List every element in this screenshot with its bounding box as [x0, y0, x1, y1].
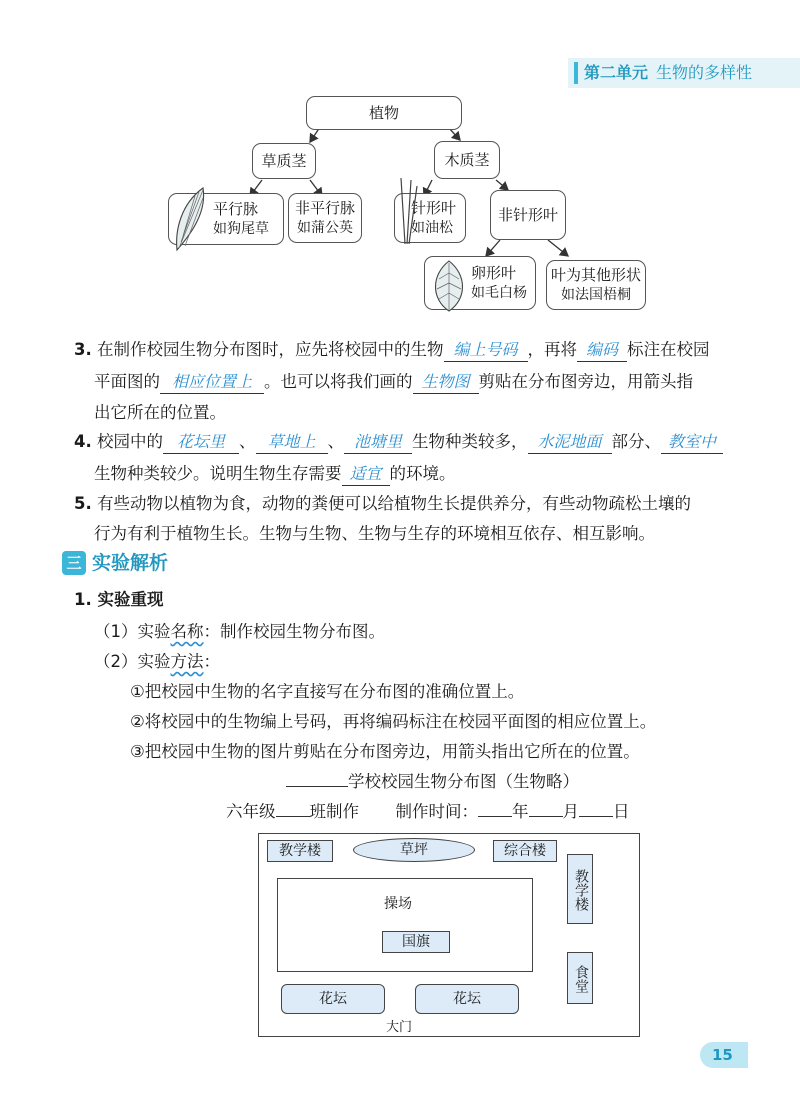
experiment-method-prefix: （2）实验 [94, 652, 171, 671]
node-needle-leaf [394, 193, 466, 243]
map-canteen: 食堂 [567, 952, 593, 1004]
item3-answer-4: 生物图 [413, 371, 479, 394]
class-blank [276, 816, 310, 817]
experiment-name-prefix: （1）实验 [94, 622, 171, 641]
item5-line2: 行为有利于植物生长。生物与生物、生物与生存的环境相互依存、相互影响。 [94, 524, 655, 543]
experiment-method [94, 650, 220, 674]
arrow-nonneedle-other [548, 240, 568, 256]
item4-sep-1: 、 [239, 432, 256, 451]
node-nonparallel-vein [288, 193, 362, 243]
day-label: 日 [613, 802, 630, 821]
other-leaf-name: 叶为其他形状 [550, 266, 641, 284]
class-made-label: 班制作 [309, 802, 359, 821]
experiment-name [94, 620, 385, 644]
ovate-leaf-example: 如毛白杨 [471, 285, 527, 301]
arrow-nonneedle-ovate [486, 240, 500, 256]
school-name-blank [286, 786, 348, 787]
node-other-leaf [546, 260, 646, 310]
item3-text-a: 在制作校园生物分布图时，应先将校园中的生物 [97, 340, 444, 359]
experiment-method-colon: ： [203, 652, 220, 671]
node-plant: 植物 [306, 96, 462, 130]
item4-answer-1: 花坛里 [163, 431, 239, 454]
nonparallel-vein-name: 非平行脉 [294, 199, 355, 217]
item3-text-b: ，再将 [527, 340, 577, 359]
item4-line1 [74, 430, 723, 454]
month-label: 月 [562, 802, 579, 821]
needle-leaf-example: 如油松 [411, 220, 453, 236]
item5-text-a: 有些动物以植物为食，动物的粪便可以给植物生长提供养分，有些动物疏松土壤的 [97, 494, 691, 513]
day-blank [579, 816, 613, 817]
map-teaching-building: 教学楼 [267, 840, 333, 862]
year-blank [478, 816, 512, 817]
needle-leaf-icon [397, 176, 421, 246]
map-playground-label: 操场 [384, 896, 412, 912]
method-step-3: ③把校园中生物的图片剪贴在分布图旁边，用箭头指出它所在的位置。 [130, 742, 640, 761]
item3-line2 [94, 370, 693, 394]
item4-text-d: 生物种类较少。说明生物生存需要 [94, 464, 342, 483]
unit-label: 第二单元 [584, 63, 649, 82]
map-title-text: 学校校园生物分布图（生物略） [348, 772, 579, 791]
item4-answer-3: 池塘里 [344, 431, 412, 454]
map-playground [277, 878, 533, 972]
needle-leaf-name: 针形叶 [411, 199, 457, 217]
item3-answer-3: 相应位置上 [160, 371, 264, 394]
item4-answer-2: 草地上 [256, 431, 328, 454]
diagram-arrows [0, 0, 800, 320]
item4-line2 [94, 462, 456, 486]
campus-map [258, 833, 640, 1037]
item3-number: 3. [74, 340, 92, 359]
item3-text-d: 平面图的 [94, 372, 160, 391]
map-complex-building: 综合楼 [493, 840, 557, 862]
nonparallel-vein-example: 如蒲公英 [297, 220, 353, 236]
item4-text-c: 部分、 [611, 432, 661, 451]
method-step-1: ①把校园中生物的名字直接写在分布图的准确位置上。 [130, 682, 525, 701]
method-step-2: ②将校园中的生物编上号码，再将编码标注在校园平面图的相应位置上。 [130, 712, 657, 731]
map-flowerbed-2: 花坛 [415, 984, 519, 1014]
item3-line3: 出它所在的位置。 [94, 403, 226, 422]
node-nonneedle-leaf: 非针形叶 [490, 190, 566, 240]
item4-answer-5: 教室中 [661, 431, 723, 454]
parallel-vein-example: 如狗尾草 [213, 221, 269, 237]
node-ovate-leaf [424, 256, 536, 310]
item3-text-c: 标注在校园 [627, 340, 710, 359]
node-woody-stem: 木质茎 [434, 141, 500, 179]
map-lawn: 草坪 [353, 838, 475, 862]
item4-sep-2: 、 [327, 432, 344, 451]
experiment-name-text: ：制作校园生物分布图。 [203, 622, 385, 641]
grass-leaf-icon [173, 186, 213, 254]
grade-label: 六年级 [226, 802, 276, 821]
item4-text-b: 生物种类较多， [412, 432, 528, 451]
item4-number: 4. [74, 432, 92, 451]
item4-text-a: 校园中的 [97, 432, 163, 451]
map-teaching-building-2: 教学楼 [567, 854, 593, 924]
map-meta [226, 800, 630, 824]
map-flowerbed-1: 花坛 [281, 984, 385, 1014]
item4-answer-6: 适宜 [342, 463, 390, 486]
node-parallel-vein [168, 193, 284, 245]
year-label: 年 [512, 802, 529, 821]
experiment-heading: 1. 实验重现 [74, 590, 164, 609]
section-title: 实验解析 [92, 552, 169, 574]
item5-number: 5. [74, 494, 92, 513]
arrow-wood-nonneedle [496, 180, 508, 190]
item3-text-e: 。也可以将我们画的 [264, 372, 413, 391]
month-blank [529, 816, 563, 817]
item3-line1 [74, 338, 710, 362]
map-title [286, 770, 579, 794]
item3-text-f: 剪贴在分布图旁边，用箭头指 [478, 372, 693, 391]
item4-text-e: 的环境。 [389, 464, 456, 483]
ovate-leaf-name: 卵形叶 [471, 264, 517, 282]
item5-line1 [74, 492, 691, 516]
time-label: 制作时间： [395, 802, 478, 821]
experiment-method-key: 方法 [170, 652, 204, 671]
map-gate: 大门 [385, 1020, 412, 1035]
node-herbaceous-stem: 草质茎 [252, 143, 316, 179]
map-flag: 国旗 [382, 931, 450, 953]
ovate-leaf-icon [429, 259, 469, 313]
page-number: 15 [712, 1046, 733, 1064]
item3-answer-2: 编码 [577, 339, 627, 362]
parallel-vein-name: 平行脉 [213, 200, 259, 218]
section-badge: 三 [62, 551, 86, 575]
other-leaf-example: 如法国梧桐 [561, 287, 631, 303]
item3-answer-1: 编上号码 [444, 339, 528, 362]
experiment-name-key: 名称 [170, 622, 204, 641]
item4-answer-4: 水泥地面 [528, 431, 612, 454]
unit-title: 生物的多样性 [656, 63, 753, 82]
